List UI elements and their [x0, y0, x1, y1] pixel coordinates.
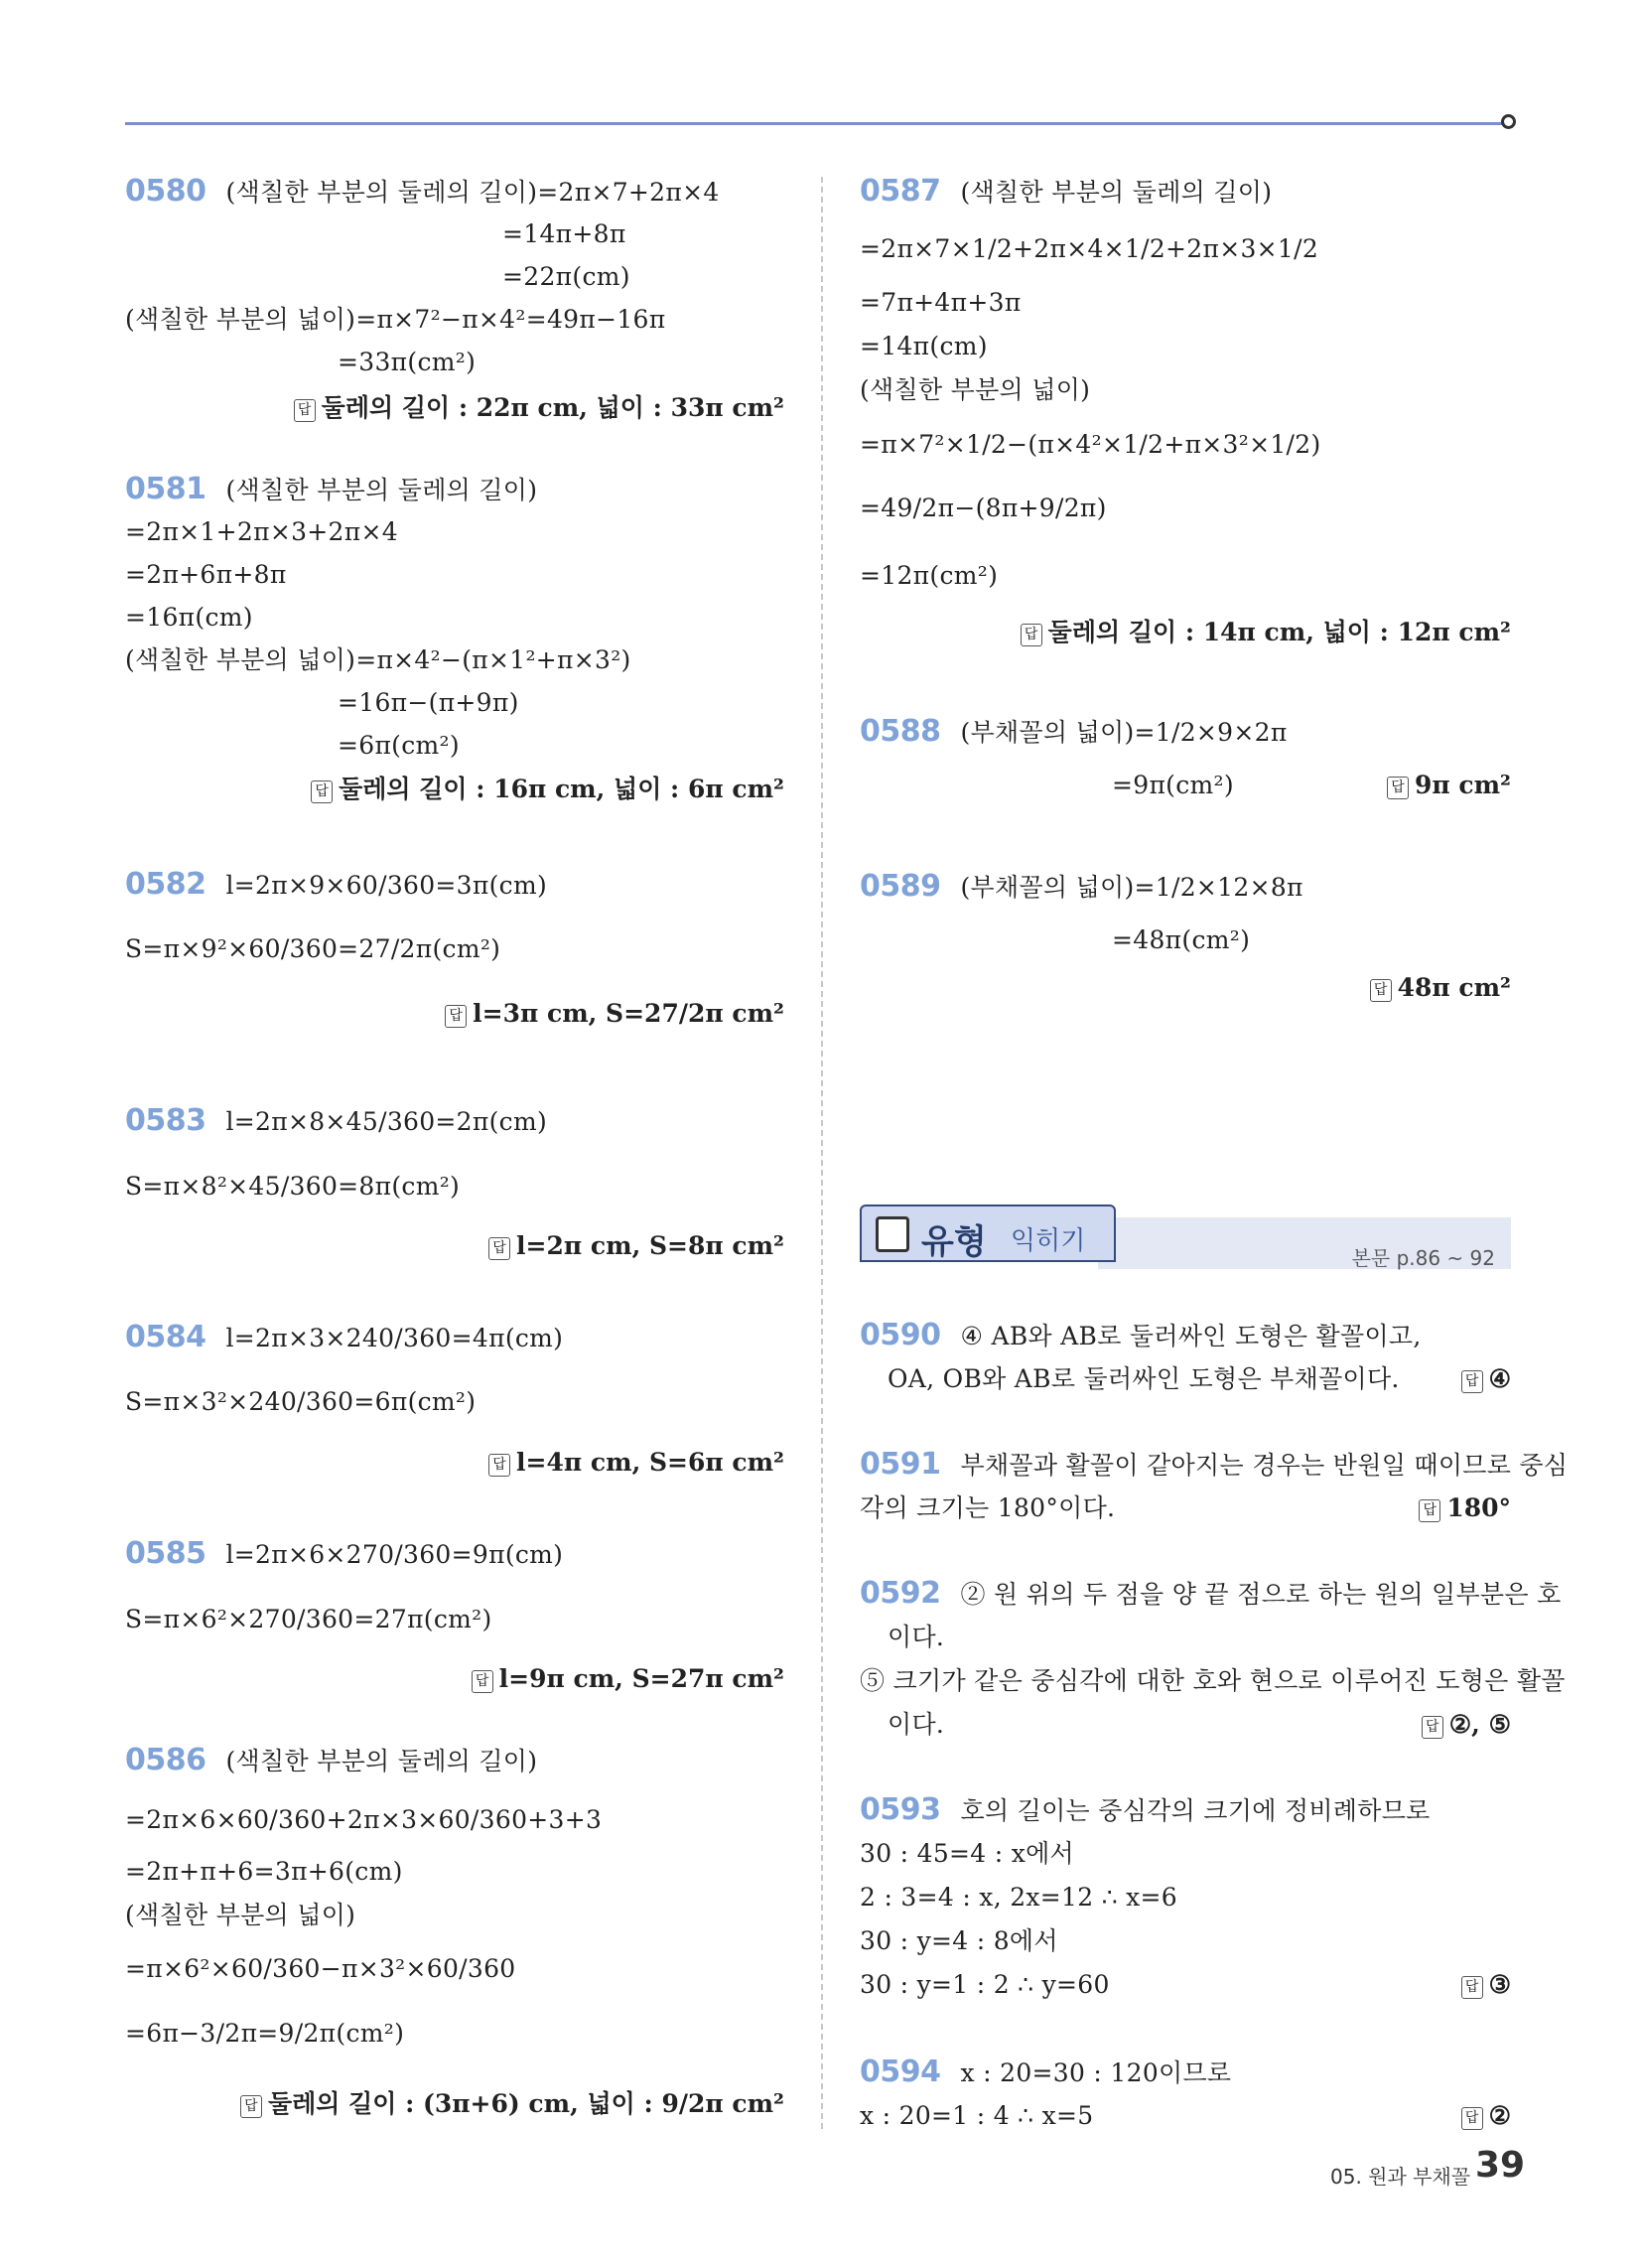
problem-0583-line-2: S=π×8²×45/360=8π(cm²): [125, 1172, 461, 1201]
solution-text: x : 20=30 : 120이므로: [960, 2058, 1232, 2087]
solution-text: 호의 길이는 중심각의 크기에 정비례하므로: [960, 1796, 1431, 1825]
solution-text: l=2π×3×240/360=4π(cm): [225, 1324, 564, 1352]
problem-0582-answer: [445, 999, 784, 1029]
answer-mark-icon: 답: [488, 1237, 510, 1260]
problem-0592-answer: [1422, 1710, 1511, 1740]
column-divider: [821, 177, 823, 2129]
answer-mark-icon: 답: [1387, 777, 1409, 799]
solution-text: (색칠한 부분의 둘레의 길이): [225, 1747, 538, 1775]
answer-text: l=3π cm, S=27/2π cm²: [473, 999, 784, 1028]
problem-0589-line-2: =48π(cm²): [1112, 925, 1251, 954]
textbook-page-reference: 본문 p.86 ~ 92: [1351, 1246, 1495, 1270]
problem-number: 0594: [860, 2055, 941, 2089]
problem-0587-line-4: =14π(cm): [860, 332, 988, 360]
problem-0594-line-1: [860, 2057, 1231, 2088]
problem-0587-line-5: (색칠한 부분의 넓이): [860, 375, 1091, 404]
problem-0589-answer: [1370, 973, 1511, 1003]
answer-mark-icon: 답: [1419, 1499, 1440, 1522]
problem-number: 0581: [125, 472, 206, 506]
problem-number: 0593: [860, 1792, 941, 1827]
problem-0591-line-2: 각의 크기는 180°이다.: [860, 1493, 1116, 1522]
problem-0584-answer: [488, 1448, 784, 1478]
problem-number: 0585: [125, 1536, 206, 1571]
problem-0585-answer: [472, 1664, 784, 1694]
answer-text: l=2π cm, S=8π cm²: [516, 1231, 784, 1260]
answer-mark-icon: 답: [294, 399, 316, 422]
problem-0581-line-4: =16π(cm): [125, 603, 253, 632]
answer-mark-icon: 답: [472, 1670, 493, 1693]
problem-0587-line-6: =π×7²×1/2−(π×4²×1/2+π×3²×1/2): [860, 430, 1321, 459]
problem-0591-line-1: [860, 1447, 1569, 1482]
problem-0587-line-3: =7π+4π+3π: [860, 288, 1022, 317]
solution-text: ② 원 위의 두 점을 양 끝 점으로 하는 원의 일부분은 호: [960, 1580, 1562, 1609]
problem-0581-line-3: =2π+6π+8π: [125, 560, 287, 589]
answer-text: 둘레의 길이 : (3π+6) cm, 넓이 : 9/2π cm²: [267, 2089, 784, 2118]
problem-0591-answer: [1419, 1493, 1511, 1523]
answer-mark-icon: 답: [488, 1454, 510, 1477]
answer-mark-icon: 답: [1422, 1716, 1443, 1739]
problem-0593-line-5: 30 : y=1 : 2 ∴ y=60: [860, 1970, 1110, 1999]
problem-0583-answer: [488, 1231, 784, 1261]
problem-0592-line-3: ⑤ 크기가 같은 중심각에 대한 호와 현으로 이루어진 도형은 활꼴: [860, 1666, 1566, 1695]
answer-text: 둘레의 길이 : 16π cm, 넓이 : 6π cm²: [339, 775, 784, 803]
problem-0580-answer: [294, 393, 784, 423]
problem-0581-answer: [311, 775, 784, 804]
answer-text: l=9π cm, S=27π cm²: [498, 1664, 784, 1693]
problem-0585-line-1: [125, 1536, 564, 1571]
answer-text: ②, ⑤: [1448, 1710, 1511, 1739]
problem-number: 0587: [860, 174, 941, 209]
page-number: 39: [1475, 2145, 1526, 2186]
section-title: 유형: [921, 1222, 987, 1262]
problem-0593-line-1: [860, 1792, 1431, 1827]
top-rule-dot: [1501, 114, 1516, 129]
solution-text: (색칠한 부분의 둘레의 길이): [225, 476, 538, 504]
problem-0581-line-7: =6π(cm²): [338, 731, 460, 760]
solution-text: (색칠한 부분의 둘레의 길이): [960, 178, 1273, 207]
solution-text: l=2π×6×270/360=9π(cm): [225, 1540, 564, 1569]
problem-number: 0590: [860, 1318, 941, 1352]
problem-number: 0586: [125, 1743, 206, 1777]
problem-number: 0580: [125, 174, 206, 209]
problem-0587-line-1: [860, 174, 1273, 209]
problem-0587-line-2: =2π×7×1/2+2π×4×1/2+2π×3×1/2: [860, 234, 1319, 263]
answer-mark-icon: 답: [240, 2095, 262, 2118]
answer-mark-icon: 답: [311, 780, 333, 803]
problem-0580-line-5: =33π(cm²): [338, 348, 477, 376]
solution-text: (색칠한 부분의 둘레의 길이)=2π×7+2π×4: [225, 178, 720, 207]
answer-mark-icon: 답: [1370, 979, 1392, 1002]
problem-0581-line-1: [125, 472, 538, 506]
problem-0589-line-1: [860, 869, 1303, 904]
problem-0590-answer: [1461, 1364, 1511, 1394]
problem-0583-line-1: [125, 1103, 548, 1138]
problem-0592-line-2: 이다.: [888, 1623, 945, 1651]
problem-0586-line-4: (색칠한 부분의 넓이): [125, 1901, 356, 1929]
problem-0586-line-5: =π×6²×60/360−π×3²×60/360: [125, 1954, 516, 1983]
solution-text: (부채꼴의 넓이)=1/2×9×2π: [960, 718, 1288, 747]
problem-0587-line-7: =49/2π−(8π+9/2π): [860, 494, 1107, 522]
problem-0594-line-2: x : 20=1 : 4 ∴ x=5: [860, 2101, 1094, 2130]
answer-text: l=4π cm, S=6π cm²: [516, 1448, 784, 1477]
problem-0581-line-5: (색칠한 부분의 넓이)=π×4²−(π×1²+π×3²): [125, 645, 631, 674]
solution-text: (부채꼴의 넓이)=1/2×12×8π: [960, 873, 1303, 902]
problem-0581-line-2: =2π×1+2π×3+2π×4: [125, 517, 398, 546]
problem-0587-answer: [1021, 618, 1511, 647]
problem-number: 0582: [125, 867, 206, 902]
problem-0593-answer: [1461, 1970, 1511, 2000]
solution-text: l=2π×9×60/360=3π(cm): [225, 871, 548, 900]
answer-mark-icon: 답: [445, 1005, 467, 1028]
chapter-title: 05. 원과 부채꼴: [1330, 2165, 1471, 2189]
answer-text: 180°: [1446, 1493, 1511, 1522]
section-header-bar: [1098, 1217, 1511, 1269]
problem-0584-line-1: [125, 1320, 564, 1354]
problem-0585-line-2: S=π×6²×270/360=27π(cm²): [125, 1605, 492, 1633]
section-subtitle: 익히기: [1011, 1226, 1086, 1256]
problem-0590-line-2: OA, OB와 AB로 둘러싸인 도형은 부채꼴이다.: [888, 1364, 1400, 1393]
answer-mark-icon: 답: [1461, 2107, 1483, 2130]
problem-number: 0589: [860, 869, 941, 904]
answer-text: 둘레의 길이 : 14π cm, 넓이 : 12π cm²: [1047, 618, 1511, 646]
problem-0594-answer: [1461, 2101, 1511, 2131]
problem-number: 0588: [860, 714, 941, 749]
problem-number: 0583: [125, 1103, 206, 1138]
answer-text: ③: [1488, 1970, 1511, 1999]
problem-0586-answer: [240, 2089, 784, 2119]
solution-text: 부채꼴과 활꼴이 같아지는 경우는 반원일 때이므로 중심: [960, 1451, 1569, 1480]
problem-number: 0584: [125, 1320, 206, 1354]
problem-0580-line-4: (색칠한 부분의 넓이)=π×7²−π×4²=49π−16π: [125, 305, 666, 334]
top-rule: [125, 122, 1511, 125]
problem-0586-line-3: =2π+π+6=3π+6(cm): [125, 1857, 403, 1886]
problem-0587-line-8: =12π(cm²): [860, 561, 999, 590]
problem-0586-line-6: =6π−3/2π=9/2π(cm²): [125, 2019, 405, 2048]
answer-text: 9π cm²: [1414, 771, 1511, 799]
problem-0584-line-2: S=π×3²×240/360=6π(cm²): [125, 1387, 477, 1416]
problem-0582-line-2: S=π×9²×60/360=27/2π(cm²): [125, 934, 501, 963]
problem-0588-answer: [1387, 771, 1511, 800]
answer-text: ②: [1488, 2101, 1511, 2130]
problem-0590-line-1: [860, 1318, 1422, 1352]
problem-0580-line-3: =22π(cm): [502, 262, 630, 291]
problem-0592-line-1: [860, 1576, 1562, 1611]
answer-mark-icon: 답: [1021, 624, 1042, 646]
answer-text: ④: [1488, 1364, 1511, 1393]
problem-0581-line-6: =16π−(π+9π): [338, 688, 519, 717]
answer-text: 둘레의 길이 : 22π cm, 넓이 : 33π cm²: [321, 393, 784, 422]
section-badge: [860, 1205, 1116, 1262]
problem-0592-line-4: 이다.: [888, 1710, 945, 1739]
problem-0593-line-2: 30 : 45=4 : x에서: [860, 1839, 1075, 1868]
solution-text: ④ AB와 AB로 둘러싸인 도형은 활꼴이고,: [960, 1322, 1422, 1350]
solution-text: l=2π×8×45/360=2π(cm): [225, 1107, 548, 1136]
notebook-icon: [876, 1216, 909, 1252]
problem-0580-line-1: [125, 174, 720, 209]
section-header: [860, 1205, 1511, 1270]
problem-0593-line-4: 30 : y=4 : 8에서: [860, 1926, 1058, 1955]
problem-0580-line-2: =14π+8π: [502, 219, 626, 248]
answer-mark-icon: 답: [1461, 1370, 1483, 1393]
problem-0588-line-2: =9π(cm²): [1112, 771, 1234, 799]
problem-number: 0592: [860, 1576, 941, 1611]
problem-0582-line-1: [125, 867, 548, 902]
problem-0588-line-1: [860, 714, 1288, 749]
answer-mark-icon: 답: [1461, 1976, 1483, 1999]
problem-number: 0591: [860, 1447, 941, 1482]
problem-0586-line-2: =2π×6×60/360+2π×3×60/360+3+3: [125, 1805, 603, 1834]
problem-0586-line-1: [125, 1743, 538, 1777]
problem-0593-line-3: 2 : 3=4 : x, 2x=12 ∴ x=6: [860, 1883, 1178, 1912]
answer-text: 48π cm²: [1397, 973, 1511, 1002]
